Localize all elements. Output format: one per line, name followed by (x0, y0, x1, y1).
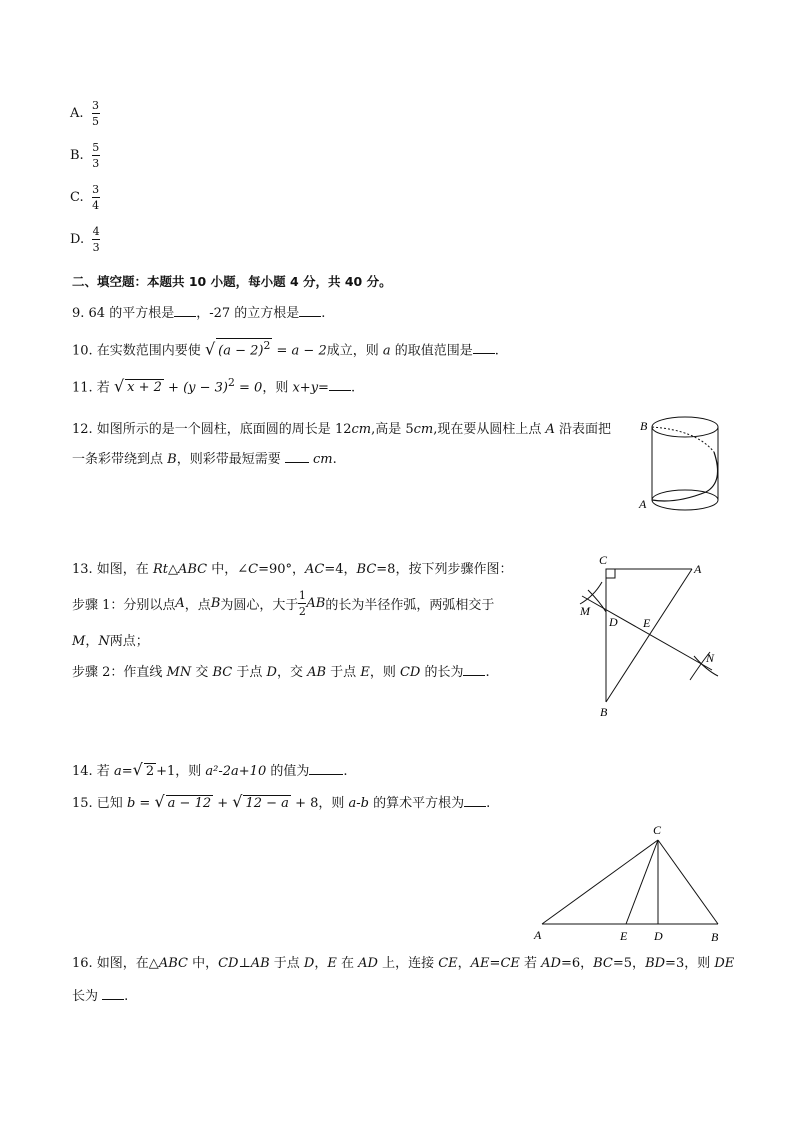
point-label: B (167, 452, 177, 467)
q11-text: . (350, 380, 356, 396)
cylinder-figure (636, 412, 728, 516)
question-11: 11. 若 √ $x + 2 + (y - 3)^2 = 0$，则 x+y= . (72, 376, 356, 396)
answer-blank[interactable] (299, 304, 321, 317)
question-9 (72, 302, 325, 321)
q13-text: 于点 (326, 665, 361, 680)
q13-text: =90°， (258, 562, 306, 577)
question-14 (72, 760, 348, 779)
option-label: D. (70, 232, 85, 247)
q13-math: BC (212, 665, 233, 680)
q16-math: E (327, 956, 337, 971)
option-label: C. (70, 190, 84, 205)
q9-text: ，-27 的立方根是 (196, 306, 300, 321)
option-label: B. (70, 148, 84, 163)
question-12-line1 (72, 418, 611, 437)
unit: cm (312, 452, 333, 467)
frac-den: 5 (92, 115, 100, 128)
q16-math: AD (358, 956, 378, 971)
question-13-line4 (72, 661, 490, 680)
q16-text: 若 (519, 956, 542, 971)
q16-math: DE (714, 956, 735, 971)
q11-text: = (318, 380, 329, 396)
q16-text: ， (457, 956, 471, 971)
q13-math: AB (306, 596, 326, 611)
q13-math: E (360, 665, 370, 680)
q15-text: = (135, 796, 155, 811)
q13-text: =4， (324, 562, 357, 577)
q10-var: a (382, 343, 391, 359)
point-b-label: B (600, 705, 608, 719)
q13-math: Rt△ABC (152, 562, 208, 577)
answer-blank[interactable] (464, 794, 486, 807)
q15-text: + 8 (290, 796, 319, 811)
q15-text: 的算术平方根为 (368, 796, 465, 811)
question-15 (72, 792, 490, 811)
fraction (92, 100, 100, 127)
frac-den: 3 (92, 157, 100, 170)
q15-radicand: 12 − a (245, 796, 289, 811)
q15-var: b (126, 796, 136, 811)
q10-expr: (a − 2) (218, 343, 264, 359)
q16-math: BC (593, 956, 613, 971)
q13-math: N (98, 634, 110, 649)
q9-text: 9. 64 的平方根是 (72, 306, 175, 321)
q13-math: D (266, 665, 277, 680)
option-c (70, 184, 100, 211)
q13-math: CD (399, 665, 421, 680)
q13-math: AC (305, 562, 325, 577)
radical-sign: √ (232, 792, 243, 811)
q16-math: AD (541, 956, 561, 971)
option-a (70, 100, 100, 127)
q11-eq: = 0 (234, 380, 263, 396)
q15-text: . (486, 796, 491, 811)
q14-var: a (113, 764, 122, 779)
question-13-line1 (72, 558, 512, 577)
q16-math: D (303, 956, 315, 971)
q9-text: . (321, 306, 326, 321)
frac-num: 1 (298, 589, 306, 602)
point-n-label: N (706, 651, 715, 665)
question-16-line1 (72, 952, 734, 971)
frac-num: 5 (92, 141, 100, 154)
q15-radicand: a − 12 (167, 796, 212, 811)
point-a-label: A (694, 562, 702, 576)
q11-expr: + (y − 3) (163, 380, 228, 396)
q10-text: . (494, 343, 499, 359)
point-m-label: M (580, 604, 590, 618)
q13-math: C (248, 562, 259, 577)
question-10 (72, 338, 499, 358)
q13-text: 的长为半径作弧，两弧相交于 (325, 598, 495, 613)
radical-sign: √ (132, 760, 143, 779)
point-c-label: C (599, 553, 608, 567)
q16-text: 上，连接 (377, 956, 439, 971)
q14-text: = (121, 764, 133, 779)
q10-text: 10. 在实数范围内要使 (72, 343, 205, 359)
q13-text: =8，按下列步骤作图： (376, 562, 513, 577)
answer-blank[interactable] (329, 378, 351, 391)
q13-text: 中，∠ (207, 562, 249, 577)
frac-den: 2 (298, 605, 306, 618)
question-13-line2 (72, 590, 494, 617)
q12-text: 沿表面把 (554, 422, 612, 437)
point-a-label: A (534, 928, 542, 942)
q16-math: CD (218, 956, 239, 971)
point-d-label: D (654, 929, 663, 943)
radicand (125, 379, 164, 395)
option-d (70, 226, 100, 253)
q12-text: . (332, 452, 337, 467)
fraction (92, 226, 100, 253)
q15-text: 15. 已知 (72, 796, 127, 811)
q16-math: AB (250, 956, 270, 971)
option-b (70, 142, 100, 169)
frac-den: 3 (92, 241, 100, 254)
answer-blank[interactable] (309, 762, 343, 775)
triangle-mn-figure (572, 552, 728, 720)
q13-text: . (485, 665, 490, 680)
q16-text: =5， (612, 956, 646, 971)
q16-text: 中， (187, 956, 219, 971)
q11-text: ，则 (262, 380, 293, 396)
q13-math: B (210, 596, 221, 611)
q16-text: ⊥ (238, 956, 251, 971)
q14-text: +1，则 (156, 764, 206, 779)
q13-text: 的长为 (420, 665, 464, 680)
q14-text: 的值为 (266, 764, 310, 779)
q12-text: ,高是 5 (371, 422, 414, 437)
q16-text: 在 (336, 956, 359, 971)
q11-var: x+y (292, 380, 319, 396)
q16-text: 16. 如图，在△ (72, 956, 159, 971)
radicand: $(a - 2)^2$ (218, 339, 271, 359)
q12-text: 12. 如图所示的是一个圆柱，底面圆的周长是 12 (72, 422, 352, 437)
radical-sign: √ (204, 339, 216, 359)
q16-text: =3，则 (665, 956, 715, 971)
point-b-label: B (640, 419, 648, 433)
point-b-label: B (711, 930, 719, 944)
radicand (166, 795, 213, 811)
q13-text: 13. 如图，在 (72, 562, 153, 577)
point-e-label: E (620, 929, 628, 943)
question-16-line2 (72, 985, 128, 1004)
point-a-label: A (639, 497, 647, 511)
q13-text: 步骤 2：作直线 (72, 665, 167, 680)
q13-text: 为圆心，大于 (220, 598, 299, 613)
answer-blank[interactable] (463, 663, 485, 676)
unit: cm (413, 422, 434, 437)
q14-expr: a²-2a+10 (205, 764, 267, 779)
q13-text: 交 (191, 665, 213, 680)
q13-math: BC (356, 562, 377, 577)
answer-blank[interactable] (285, 450, 309, 463)
q13-text: 步骤 1：分别以点 (72, 598, 176, 613)
q14-text: 14. 若 (72, 764, 114, 779)
q15-text: + (213, 796, 233, 811)
q13-math: AB (307, 665, 327, 680)
q10-eq: = a − 2 (272, 343, 327, 359)
q14-text: . (343, 764, 348, 779)
q16-math: AE=CE (470, 956, 520, 971)
frac-den: 4 (92, 199, 100, 212)
fraction (92, 184, 100, 211)
unit: cm (351, 422, 372, 437)
q13-text: ，点 (184, 598, 211, 613)
q13-text: 两点； (109, 634, 149, 649)
point-label: A (545, 422, 555, 437)
q16-text: ， (314, 956, 328, 971)
q16-math: CE (438, 956, 458, 971)
point-d-label: D (609, 615, 618, 629)
q16-math: ABC (158, 956, 188, 971)
radicand (243, 795, 290, 811)
frac-num: 3 (92, 183, 100, 196)
radical-sign: √ (113, 376, 125, 396)
q13-text: ，交 (276, 665, 308, 680)
option-label: A. (70, 106, 84, 121)
q13-math: MN (166, 665, 192, 680)
answer-blank[interactable] (473, 341, 495, 354)
q13-math: M (72, 634, 86, 649)
q12-text: 一条彩带绕到点 (72, 452, 168, 467)
q16-text: 长为 (72, 989, 99, 1004)
section-header: 二、填空题：本题共 10 小题，每小题 4 分，共 40 分。 (72, 274, 392, 289)
fraction (92, 142, 100, 169)
q12-text: ，则彩带最短需要 (176, 452, 285, 467)
q15-var: a-b (348, 796, 369, 811)
q10-text: 成立，则 (326, 343, 383, 359)
q12-text: ,现在要从圆柱上点 (433, 422, 546, 437)
q11-text: 11. 若 (72, 380, 114, 396)
q16-text: 于点 (269, 956, 304, 971)
q13-text: 于点 (232, 665, 267, 680)
point-e-label: E (643, 616, 651, 630)
point-c-label: C (653, 823, 662, 837)
q13-text: ，则 (369, 665, 400, 680)
q13-math: A (175, 596, 185, 611)
q16-text: =6， (560, 956, 594, 971)
q16-text: . (124, 989, 129, 1004)
frac-num: 4 (92, 225, 100, 238)
q11-radicand: x + 2 (127, 380, 162, 396)
q15-text: ，则 (318, 796, 349, 811)
answer-blank[interactable] (102, 987, 124, 1000)
q16-math: BD (645, 956, 666, 971)
question-13-line3 (72, 630, 149, 649)
radicand: 2 (145, 764, 155, 779)
radical-sign: √ (154, 792, 165, 811)
q10-text: 的取值范围是 (390, 343, 473, 359)
q13-text: ， (85, 634, 99, 649)
question-12-line2 (72, 448, 337, 467)
frac-num: 3 (92, 99, 100, 112)
answer-blank[interactable] (174, 304, 196, 317)
triangle-cd-figure (530, 820, 730, 946)
